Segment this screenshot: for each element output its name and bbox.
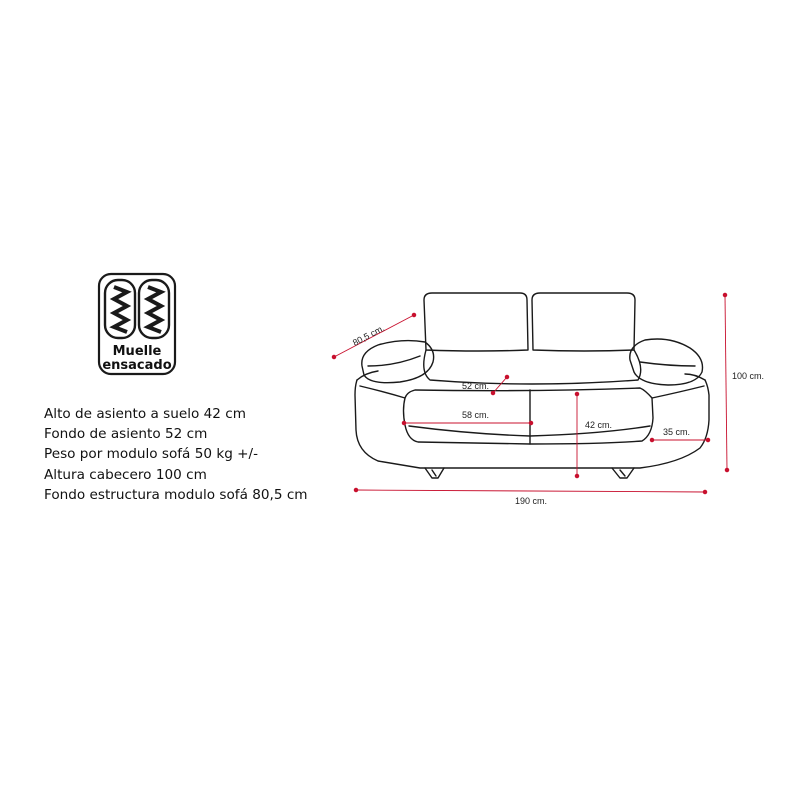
dim-label-total-width: 190 cm.	[515, 496, 548, 506]
dim-label-seat-width: 58 cm.	[462, 410, 490, 420]
back-cushion-right	[532, 293, 635, 351]
badge-label-line2: ensacado	[102, 358, 172, 373]
spec-seat-height: Alto de asiento a suelo 42 cm	[44, 406, 246, 422]
dim-label-seat-height: 42 cm.	[585, 420, 613, 430]
armrest-pad-left	[362, 341, 434, 383]
seat-cushion-back	[424, 350, 641, 384]
dim-label-arm: 35 cm.	[663, 427, 691, 437]
dim-height-line	[725, 295, 727, 470]
spec-seat-depth: Fondo de asiento 52 cm	[44, 426, 208, 443]
badge-label-line1: Muelle	[112, 344, 162, 359]
dim-label-seat-depth: 52 cm.	[462, 381, 490, 391]
dim-label-depth: 80,5 cm.	[351, 322, 387, 348]
sofa-outline	[355, 293, 709, 478]
spec-structure-depth: Fondo estructura modulo sofá 80,5 cm	[44, 486, 308, 503]
back-cushion-left	[424, 293, 528, 351]
dim-total-width-line	[356, 490, 705, 492]
dim-label-height: 100 cm.	[732, 371, 765, 381]
spec-weight: Peso por modulo sofá 50 kg +/-	[44, 446, 259, 463]
spec-headrest-height: Altura cabecero 100 cm	[44, 466, 207, 483]
